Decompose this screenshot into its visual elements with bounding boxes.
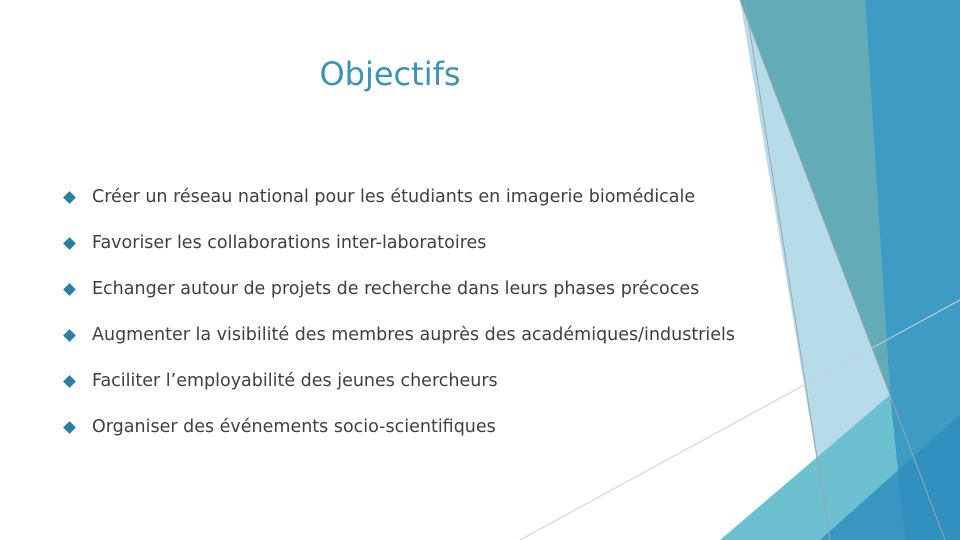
bullet-text: Faciliter l’employabilité des jeunes chercheurs [92,371,498,391]
bullet-text: Créer un réseau national pour les étudiants en imagerie biomédicale [92,187,696,207]
bullet-item [62,220,735,266]
bullet-text: Augmenter la visibilité des membres auprès des académiques/industriels [92,325,735,345]
bullet-item [62,404,735,450]
bullet-text: Echanger autour de projets de recherche dans leurs phases précoces [92,279,700,299]
diamond-bullet-icon [63,375,76,388]
diamond-bullet-icon [63,191,76,204]
slide-title: Objectifs [319,55,461,93]
bullet-text: Organiser des événements socio-scientifiques [92,417,496,437]
diamond-bullet-icon [63,237,76,250]
diamond-bullet-icon [63,283,76,296]
bullet-item [62,358,735,404]
diamond-bullet-icon [63,421,76,434]
bullet-item [62,174,735,220]
diamond-bullet-icon [63,329,76,342]
bullet-list [62,174,735,450]
bullet-item [62,266,735,312]
bullet-text: Favoriser les collaborations inter-laboratoires [92,233,487,253]
bullet-item [62,312,735,358]
